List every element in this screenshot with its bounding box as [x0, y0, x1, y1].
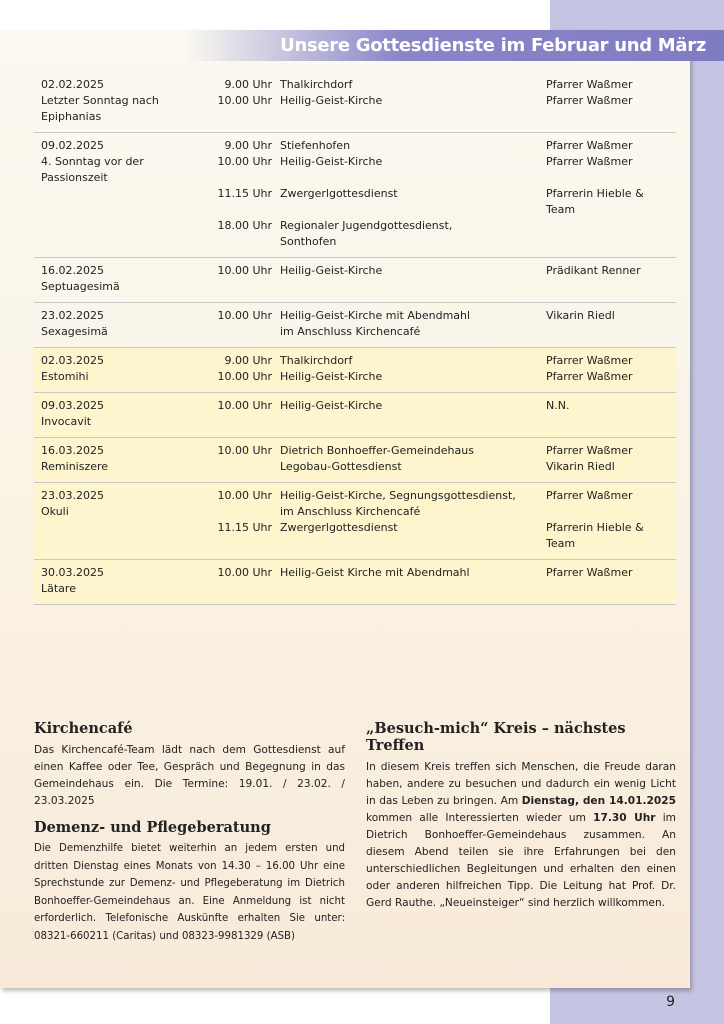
service-pastor	[546, 504, 669, 520]
service-pastor: Vikarin Riedl	[546, 309, 615, 322]
service-pastor: Pfarrer Waßmer	[546, 566, 633, 579]
service-time: 11.15 Uhr	[217, 521, 272, 534]
service-sunday-name	[41, 218, 204, 234]
service-place: Heilig-Geist-Kirche, Segnungsgottesdienst,	[280, 489, 516, 502]
service-pastor: Pfarrer Waßmer	[546, 354, 633, 367]
service-date: 23.02.2025	[41, 309, 104, 322]
service-pastor	[546, 218, 669, 234]
service-place: Heilig-Geist-Kirche mit Abendmahl	[280, 309, 471, 322]
besuch-section	[366, 720, 676, 912]
schedule-line	[41, 459, 669, 475]
schedule-line	[41, 520, 669, 552]
besuch-text-part: im Dietrich Bonhoeffer-Gemeindehaus zusammen. An diesem Abend teilen sie ihre Erfahrungen bei den unterschiedlichen Begleitungen und erhalten den einen oder anderen hilfreichen Tipp. Die Leitung hat Prof. Dr. Gerd Rauthe. „Neueinsteiger“ sind herzlich willkommen.	[366, 812, 676, 909]
service-time: 10.00 Uhr	[217, 155, 272, 168]
schedule-row	[34, 258, 676, 303]
service-place: Zwergerlgottesdienst	[280, 521, 398, 534]
service-pastor: Pfarrer Waßmer	[546, 94, 633, 107]
service-place: Heilig-Geist-Kirche	[280, 264, 383, 277]
service-pastor: Pfarrer Waßmer	[546, 370, 633, 383]
service-pastor: N.N.	[546, 399, 570, 412]
service-pastor: Pfarrerin Hieble & Team	[546, 521, 644, 550]
service-time: 10.00 Uhr	[217, 399, 272, 412]
service-time	[204, 324, 280, 340]
schedule-row	[34, 393, 676, 438]
service-pastor	[546, 234, 669, 250]
schedule-line	[41, 77, 669, 93]
kirchencafe-title: Kirchencafé	[34, 720, 133, 737]
service-place: Legobau-Gottesdienst	[280, 460, 402, 473]
schedule-line	[41, 279, 669, 295]
schedule-line	[41, 565, 669, 581]
schedule-line	[41, 263, 669, 279]
besuch-date: Dienstag, den 14.01.2025	[521, 795, 676, 807]
schedule-row	[34, 303, 676, 348]
service-time: 9.00 Uhr	[224, 139, 272, 152]
schedule-line	[41, 234, 669, 250]
service-sunday-name	[41, 186, 204, 218]
schedule-line	[41, 369, 669, 385]
service-place: Heilig-Geist-Kirche	[280, 370, 383, 383]
service-place: Stiefenhofen	[280, 139, 351, 152]
schedule-line	[41, 414, 669, 430]
besuch-text-part: kommen alle Interessierten wieder um	[366, 812, 594, 824]
besuch-time: 17.30 Uhr	[593, 812, 656, 824]
schedule-row	[34, 438, 676, 483]
service-sunday-name: Reminiszere	[41, 460, 109, 473]
service-place: Heilig-Geist-Kirche	[280, 94, 383, 107]
service-time: 11.15 Uhr	[217, 187, 272, 200]
service-place: Regionaler Jugendgottesdienst,	[280, 219, 453, 232]
besuch-text-part: In diesem Kreis treffen sich Menschen, die Freude daran haben, andere zu besuchen und dadurch ein wenig Licht in das Leben zu bringen. Am	[366, 761, 676, 807]
kirchencafe-text: Das Kirchencafé-Team lädt nach dem Gottesdienst auf einen Kaffee oder Tee, Gespräch und Begegnung in das Gemeindehaus ein. Die Termine: 19.01. / 23.02. / 23.03.2025	[34, 744, 345, 807]
service-place: Heilig-Geist-Kirche	[280, 155, 383, 168]
schedule-line	[41, 324, 669, 340]
service-schedule	[34, 72, 676, 605]
service-sunday-name: Okuli	[41, 505, 69, 518]
service-pastor: Pfarrer Waßmer	[546, 78, 633, 91]
service-sunday-name: Lätare	[41, 582, 76, 595]
schedule-line	[41, 218, 669, 234]
service-date: 02.03.2025	[41, 354, 104, 367]
service-time	[204, 459, 280, 475]
service-date: 23.03.2025	[41, 489, 104, 502]
service-sunday-name: 4. Sonntag vor der Passionszeit	[41, 155, 144, 184]
service-date: 30.03.2025	[41, 566, 104, 579]
service-date: 16.03.2025	[41, 444, 104, 457]
service-sunday-name: Letzter Sonntag nach Epiphanias	[41, 94, 159, 123]
service-sunday-name: Invocavit	[41, 415, 92, 428]
schedule-line	[41, 93, 669, 125]
service-place: im Anschluss Kirchencafé	[280, 325, 421, 338]
page-number: 9	[666, 994, 675, 1010]
schedule-line	[41, 581, 669, 597]
page-title: Unsere Gottesdienste im Februar und März	[185, 30, 724, 61]
demenz-section	[34, 819, 345, 945]
service-date: 09.02.2025	[41, 139, 104, 152]
schedule-line	[41, 443, 669, 459]
demenz-title: Demenz- und Pflegeberatung	[34, 819, 271, 836]
service-pastor: Pfarrer Waßmer	[546, 489, 633, 502]
service-place: Zwergerlgottesdienst	[280, 187, 398, 200]
service-pastor: Vikarin Riedl	[546, 460, 615, 473]
service-time: 9.00 Uhr	[224, 354, 272, 367]
service-pastor: Pfarrerin Hieble & Team	[546, 187, 644, 216]
schedule-line	[41, 504, 669, 520]
schedule-line	[41, 353, 669, 369]
schedule-row	[34, 560, 676, 605]
schedule-row	[34, 72, 676, 133]
schedule-row	[34, 348, 676, 393]
schedule-line	[41, 308, 669, 324]
besuch-text	[366, 759, 676, 912]
service-pastor: Pfarrer Waßmer	[546, 139, 633, 152]
kirchencafe-section	[34, 720, 345, 810]
service-place: Thalkirchdorf	[280, 78, 353, 91]
service-pastor: Pfarrer Waßmer	[546, 155, 633, 168]
service-sunday-name: Septuagesimä	[41, 280, 120, 293]
service-time: 10.00 Uhr	[217, 444, 272, 457]
service-pastor	[546, 324, 669, 340]
service-pastor: Prädikant Renner	[546, 264, 641, 277]
besuch-title: „Besuch-mich“ Kreis – nächstes Treffen	[366, 720, 626, 754]
service-time: 10.00 Uhr	[217, 489, 272, 502]
demenz-text: Die Demenzhilfe bietet weiterhin an jedem ersten und dritten Dienstag eines Monats von 14.30 – 16.00 Uhr eine Sprechstunde zur Demenz- und Pflegeberatung im Dietrich Bonhoeffer-Gemeindehaus an. Eine Anmeldung ist nicht erforderlich. Telefonische Auskünfte erhalten Sie unter: 08321-660211 (Caritas) und 08323-9981329 (ASB)	[34, 843, 345, 942]
service-place: Heilig-Geist Kirche mit Abendmahl	[280, 566, 470, 579]
service-pastor: Pfarrer Waßmer	[546, 444, 633, 457]
service-date: 09.03.2025	[41, 399, 104, 412]
service-place: Dietrich Bonhoeffer-Gemeindehaus	[280, 444, 474, 457]
service-sunday-name: Sexagesimä	[41, 325, 108, 338]
service-date: 02.02.2025	[41, 78, 104, 91]
schedule-line	[41, 398, 669, 414]
service-time: 10.00 Uhr	[217, 309, 272, 322]
service-time: 10.00 Uhr	[217, 94, 272, 107]
service-place: im Anschluss Kirchencafé	[280, 505, 421, 518]
service-time	[204, 234, 280, 250]
service-place: Heilig-Geist-Kirche	[280, 399, 383, 412]
schedule-row	[34, 133, 676, 258]
service-sunday-name: Estomihi	[41, 370, 89, 383]
service-date: 16.02.2025	[41, 264, 104, 277]
service-time: 9.00 Uhr	[224, 78, 272, 91]
service-time	[204, 504, 280, 520]
service-sunday-name	[41, 234, 204, 250]
schedule-line	[41, 138, 669, 154]
schedule-row	[34, 483, 676, 560]
service-time: 10.00 Uhr	[217, 566, 272, 579]
schedule-line	[41, 186, 669, 218]
schedule-line	[41, 154, 669, 186]
service-place: Sonthofen	[280, 235, 337, 248]
service-time: 10.00 Uhr	[217, 264, 272, 277]
service-time: 18.00 Uhr	[217, 219, 272, 232]
service-place: Thalkirchdorf	[280, 354, 353, 367]
service-time: 10.00 Uhr	[217, 370, 272, 383]
schedule-line	[41, 488, 669, 504]
service-sunday-name	[41, 520, 204, 552]
